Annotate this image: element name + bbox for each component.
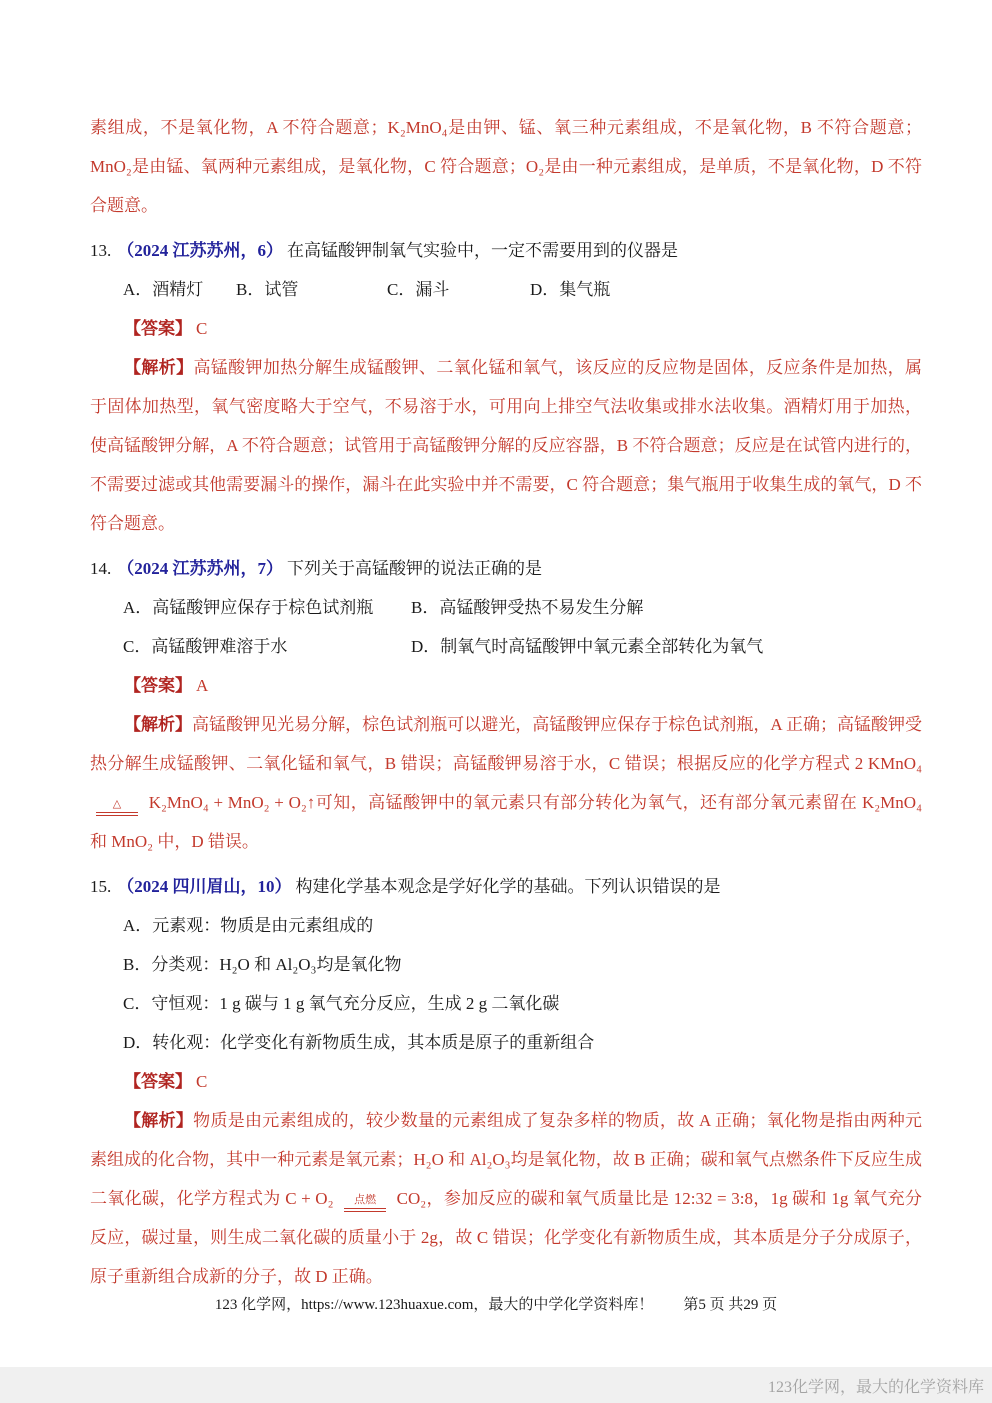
question-15-answer-value: C — [196, 1072, 208, 1091]
question-14-stem: 下列关于高锰酸钾的说法正确的是 — [287, 559, 542, 578]
question-15-analysis — [90, 1101, 922, 1296]
question-13-header — [90, 231, 922, 270]
answer-label: 【答案】 — [124, 1072, 192, 1091]
question-14-options — [90, 588, 922, 666]
analysis-label: 【解析】 — [124, 1111, 194, 1130]
answer-label: 【答案】 — [124, 319, 192, 338]
question-13-number: 13. — [90, 241, 112, 260]
question-15 — [90, 867, 922, 1296]
question-14 — [90, 549, 922, 861]
analysis-label: 【解析】 — [124, 358, 194, 377]
question-15-option-a: A．元素观：物质是由元素组成的 — [123, 916, 374, 935]
question-13-answer-line — [90, 309, 922, 348]
analysis-label: 【解析】 — [124, 715, 193, 734]
analysis-text-run: CO₂，参加反应的碳和氧气质量比是 12:32 = 3:8，1g 碳和 1g 氧气充分反应，碳过量，则生成二氧化碳的质量小于 2g，故 C 错误；化学变化有新物质生成，其本质是分子分成原子，原子重新组合成新的分子，故 D 正确。 — [90, 1189, 922, 1286]
question-13-analysis-text — [90, 358, 922, 533]
question-15-option-d: D．转化观：化学变化有新物质生成，其本质是原子的重新组合 — [123, 1033, 595, 1052]
question-15-analysis-text — [90, 1111, 922, 1286]
question-14-analysis — [90, 705, 922, 861]
footer-page-indicator: 第5 页 共29 页 — [683, 1297, 778, 1313]
question-13-option-b: B．试管 — [236, 280, 299, 299]
analysis-text-run: 高锰酸钾见光易分解，棕色试剂瓶可以避光，高锰酸钾应保存于棕色试剂瓶，A 正确；高锰酸钾受热分解生成锰酸钾、二氧化锰和氧气，B 错误；高锰酸钾易溶于水，C 错误；根据反应的化学方程式 2 KMnO₄ — [90, 715, 923, 773]
question-13-source: （2024 江苏苏州，6） — [117, 241, 283, 260]
question-14-answer-line — [90, 666, 922, 705]
analysis-text-run: 高锰酸钾加热分解生成锰酸钾、二氧化锰和氧气，该反应的反应物是固体，反应条件是加热，属于固体加热型，氧气密度略大于空气，不易溶于水，可用向上排空气法收集或排水法收集。酒精灯用于加热，使高锰酸钾分解，A 不符合题意；试管用于高锰酸钾分解的反应容器，B 不符合题意；反应是在试管内进行的，不需要过滤或其他需要漏斗的操作，漏斗在此实验中并不需要，C 符合题意；集气瓶用于收集生成的氧气，D 不符合题意。 — [90, 358, 923, 533]
answer-label: 【答案】 — [124, 676, 192, 695]
question-15-option-c: C．守恒观：1 g 碳与 1 g 氧气充分反应，生成 2 g 二氧化碳 — [123, 994, 560, 1013]
question-15-answer-line — [90, 1062, 922, 1101]
question-15-option-b: B．分类观：H₂O 和 Al₂O₃均是氧化物 — [123, 955, 402, 974]
question-14-analysis-text — [90, 715, 922, 851]
page-footer — [0, 1292, 992, 1318]
question-15-stem: 构建化学基本观念是学好化学的基础。下列认识错误的是 — [295, 877, 721, 896]
question-13-analysis — [90, 348, 922, 543]
intro-continuation-paragraph: 素组成，不是氧化物，A 不符合题意；K₂MnO₄是由钾、锰、氧三种元素组成，不是氧化物，B 不符合题意；MnO₂是由锰、氧两种元素组成，是氧化物，C 符合题意；O₂是由一种元素组成，是单质，不是氧化物，D 不符合题意。 — [90, 118, 922, 215]
reaction-condition: 点燃 — [344, 1195, 386, 1212]
question-15-number: 15. — [90, 877, 112, 896]
analysis-text-run: 物质是由元素组成的，较少数量的元素组成了复杂多样的物质，故 A 正确；氧化物是指由两种元素组成的化合物，其中一种元素是氧元素；H₂O 和 Al₂O₃均是氧化物，故 B 正确；碳和氧气点燃条件下反应生成二氧化碳，化学方程式为 C + O₂ — [90, 1111, 923, 1208]
question-14-option-c: C．高锰酸钾难溶于水 — [123, 637, 288, 656]
question-14-option-a: A．高锰酸钾应保存于棕色试剂瓶 — [123, 598, 374, 617]
watermark-text: 123化学网，最大的化学资料库 — [767, 1378, 984, 1396]
question-13-options — [90, 270, 922, 309]
question-14-answer-value: A — [196, 676, 209, 695]
footer-site-info: 123 化学网，https://www.123huaxue.com，最大的中学化学资料库！ — [214, 1297, 654, 1313]
question-15-header — [90, 867, 922, 906]
reaction-condition: △ — [96, 799, 138, 816]
question-14-source: （2024 江苏苏州，7） — [117, 559, 283, 578]
question-15-source: （2024 四川眉山，10） — [117, 877, 292, 896]
question-14-header — [90, 549, 922, 588]
analysis-text-run: K₂MnO₄ + MnO₂ + O₂↑可知，高锰酸钾中的氧元素只有部分转化为氧气，还有部分氧元素留在 K₂MnO₄ 和 MnO₂ 中，D 错误。 — [90, 793, 922, 851]
question-13-option-a: A．酒精灯 — [123, 280, 204, 299]
question-14-option-b: B．高锰酸钾受热不易发生分解 — [411, 598, 644, 617]
question-14-number: 14. — [90, 559, 112, 578]
question-13-answer-value: C — [196, 319, 208, 338]
question-14-option-d: D．制氧气时高锰酸钾中氧元素全部转化为氧气 — [411, 637, 764, 656]
question-15-options — [90, 906, 922, 1062]
question-13 — [90, 231, 922, 543]
question-13-option-d: D．集气瓶 — [530, 280, 611, 299]
question-13-stem: 在高锰酸钾制氧气实验中，一定不需要用到的仪器是 — [287, 241, 678, 260]
question-13-option-c: C．漏斗 — [387, 280, 450, 299]
watermark-band — [0, 1367, 992, 1403]
